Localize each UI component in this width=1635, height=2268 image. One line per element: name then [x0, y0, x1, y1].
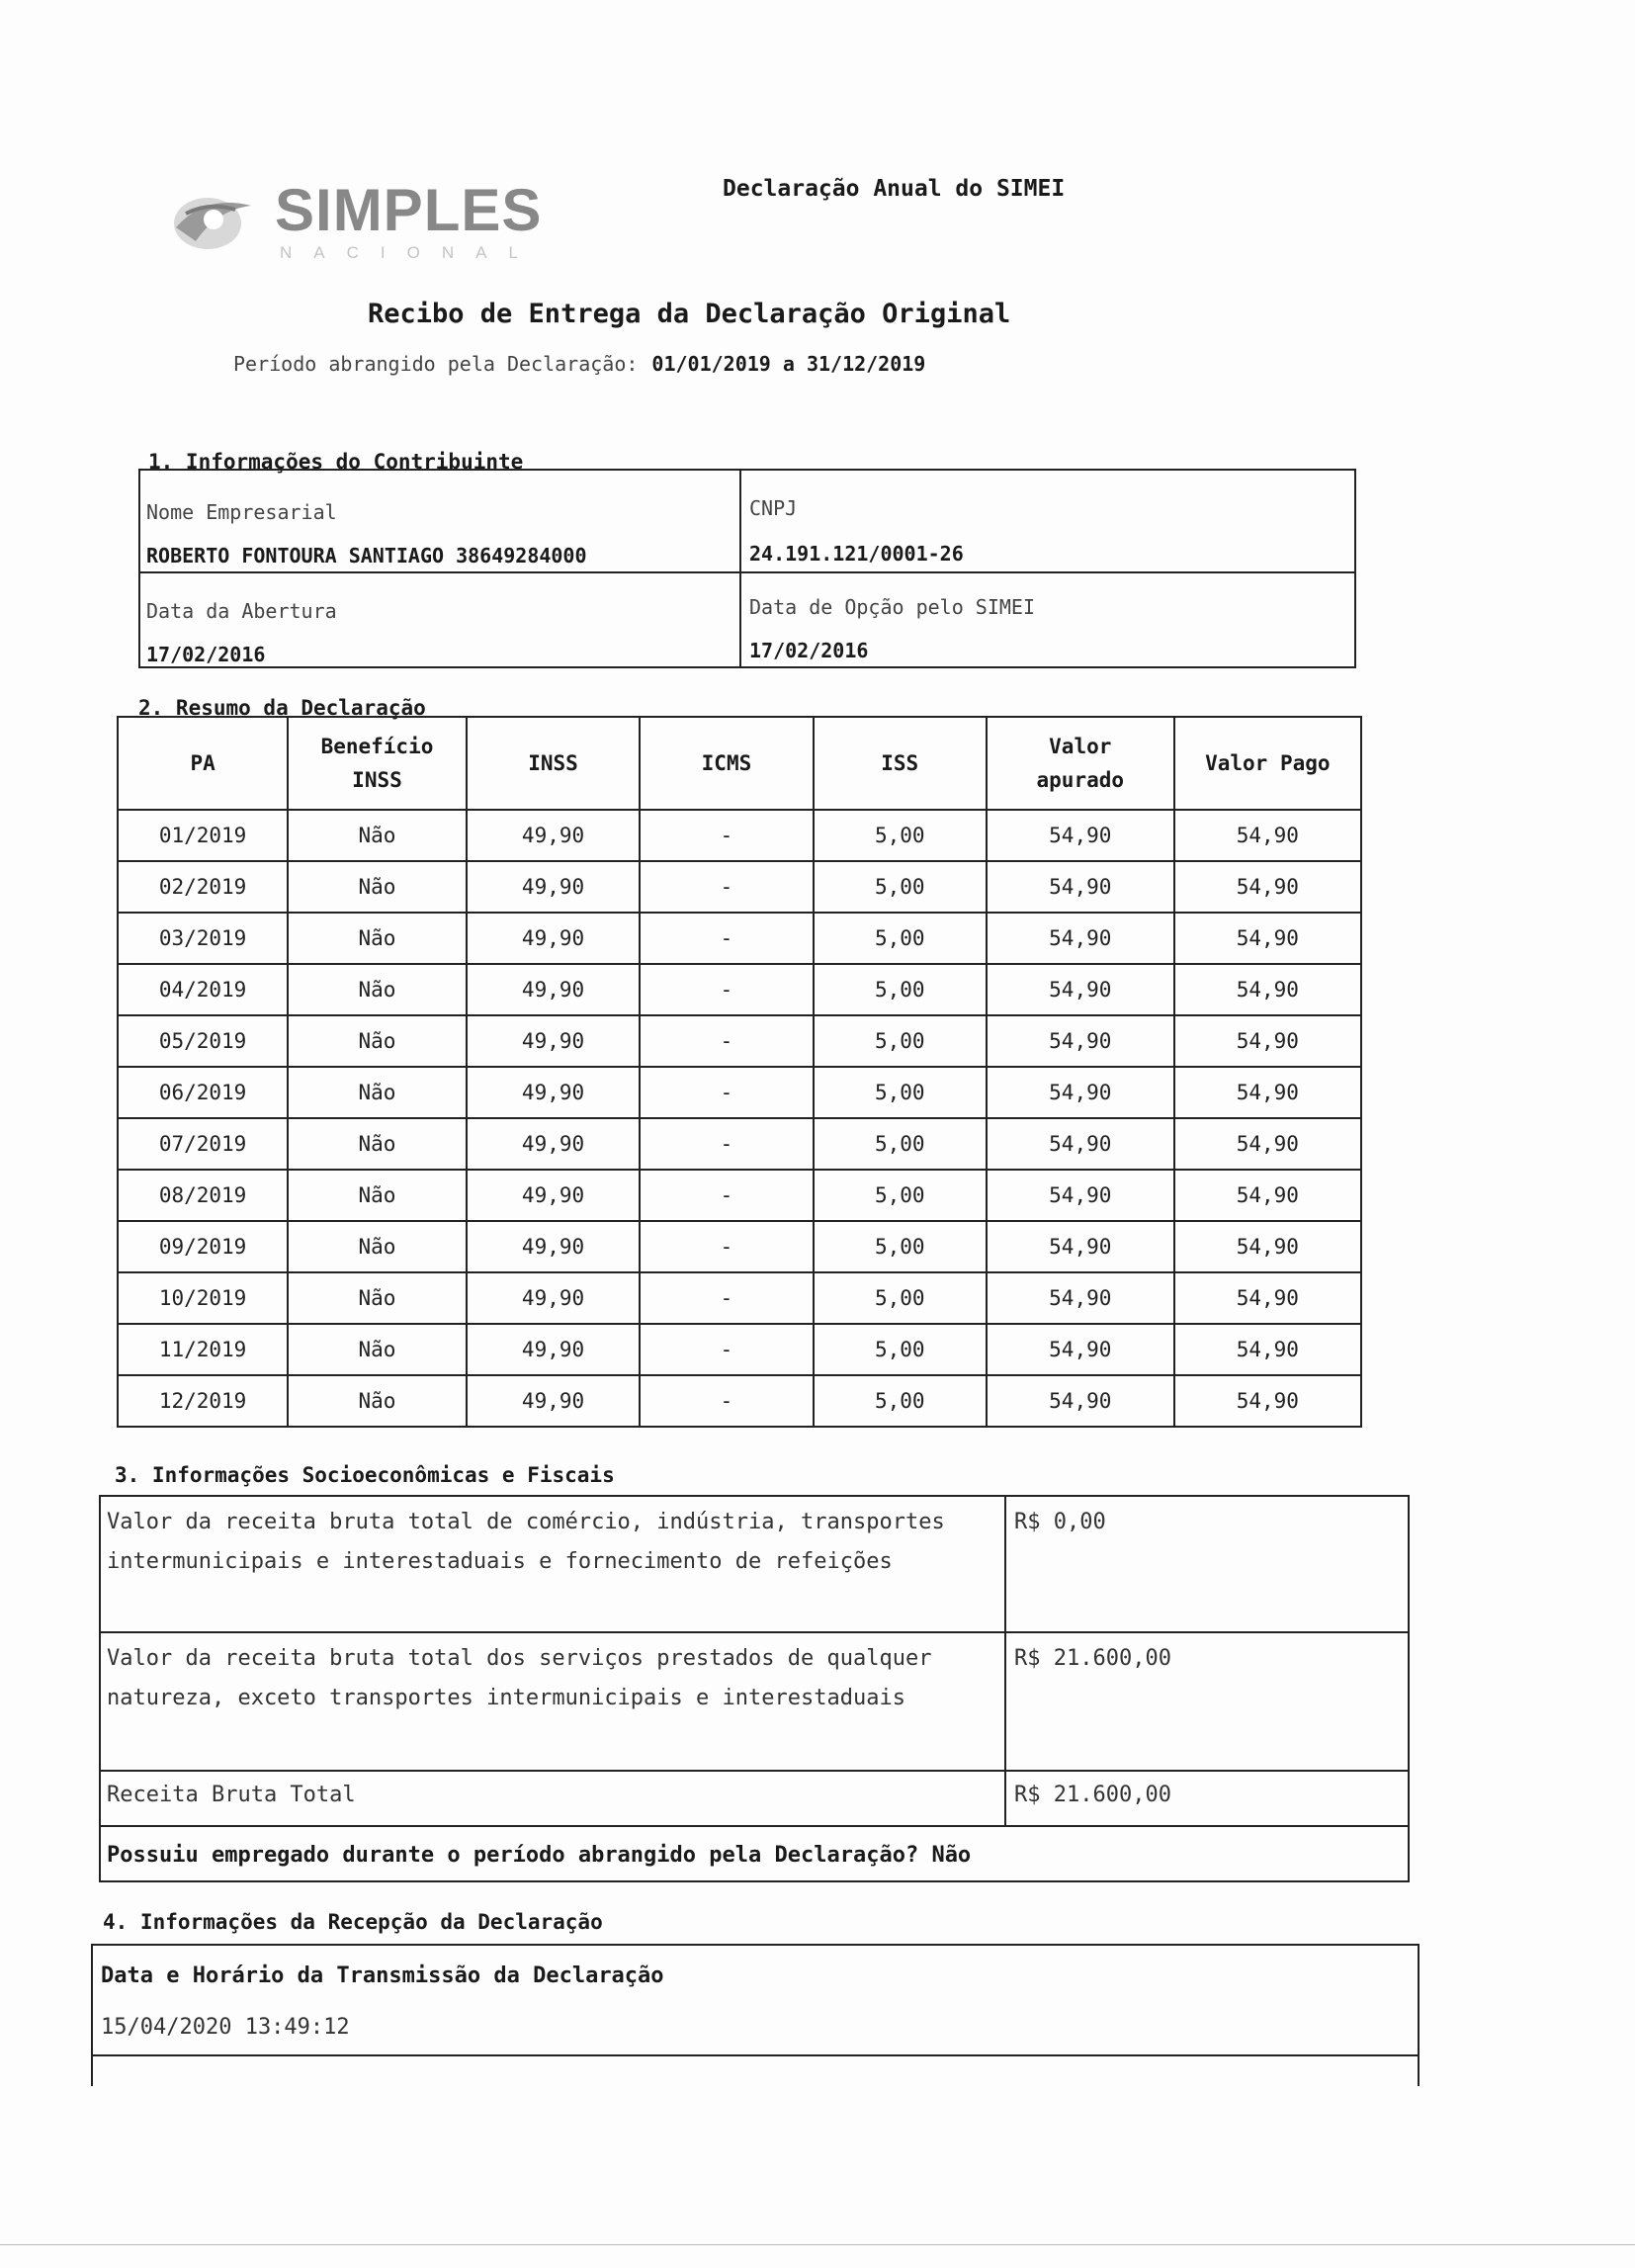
cell-beneficio-inss: Não: [288, 1324, 467, 1375]
cnpj-label: CNPJ: [749, 496, 798, 520]
column-divider: [1004, 1772, 1006, 1825]
total-revenue-row: [101, 1772, 1408, 1827]
cell-valor-pago: 54,90: [1174, 1221, 1361, 1272]
cell-beneficio-inss: Não: [288, 1272, 467, 1324]
header-valor-apurado: Valor apurado: [987, 717, 1174, 810]
cell-iss: 5,00: [814, 1272, 987, 1324]
cell-valor-apurado: 54,90: [987, 1375, 1174, 1427]
total-revenue-label: Receita Bruta Total: [107, 1783, 356, 1807]
period-value: 01/01/2019 a 31/12/2019: [651, 352, 926, 376]
header-iss: ISS: [814, 717, 987, 810]
table-row: [118, 810, 1361, 861]
cell-icms: -: [640, 964, 813, 1015]
reception-info-box: [91, 1944, 1420, 2086]
opening-date-value: 17/02/2016: [146, 643, 266, 666]
cell-pa: 01/2019: [118, 810, 288, 861]
cell-valor-apurado: 54,90: [987, 1324, 1174, 1375]
cell-pa: 07/2019: [118, 1118, 288, 1170]
cell-valor-apurado: 54,90: [987, 1221, 1174, 1272]
cell-valor-pago: 54,90: [1174, 913, 1361, 964]
cell-beneficio-inss: Não: [288, 1118, 467, 1170]
cell-pa: 02/2019: [118, 861, 288, 913]
horizontal-divider: [140, 571, 1354, 573]
cell-beneficio-inss: Não: [288, 810, 467, 861]
cell-valor-apurado: 54,90: [987, 964, 1174, 1015]
services-revenue-value: R$ 21.600,00: [1014, 1646, 1171, 1671]
cell-iss: 5,00: [814, 1375, 987, 1427]
commerce-revenue-row: [101, 1497, 1408, 1633]
cell-inss: 49,90: [467, 1375, 641, 1427]
services-revenue-label: Valor da receita bruta total dos serviços prestados de qualquer natureza, exceto transportes intermunicipais e interestaduais: [107, 1646, 932, 1710]
commerce-revenue-value: R$ 0,00: [1014, 1510, 1106, 1534]
cell-iss: 5,00: [814, 861, 987, 913]
header-inss: INSS: [467, 717, 641, 810]
cell-iss: 5,00: [814, 1067, 987, 1118]
total-revenue-value: R$ 21.600,00: [1014, 1783, 1171, 1807]
cell-beneficio-inss: Não: [288, 861, 467, 913]
table-row: [118, 1272, 1361, 1324]
cell-icms: -: [640, 1272, 813, 1324]
table-row: [118, 1015, 1361, 1067]
logo-swirl-icon: [166, 184, 265, 253]
section3-title: 3. Informações Socioeconômicas e Fiscais: [115, 1463, 615, 1487]
cell-beneficio-inss: Não: [288, 1067, 467, 1118]
section2-title: 2. Resumo da Declaração: [138, 696, 426, 720]
header-valor-pago: Valor Pago: [1174, 717, 1361, 810]
table-row: [118, 1170, 1361, 1221]
cell-valor-pago: 54,90: [1174, 1324, 1361, 1375]
cell-valor-pago: 54,90: [1174, 861, 1361, 913]
cell-beneficio-inss: Não: [288, 1221, 467, 1272]
cell-inss: 49,90: [467, 810, 641, 861]
table-row: [118, 913, 1361, 964]
logo-wordmark: SIMPLES: [275, 177, 543, 243]
cell-pa: 05/2019: [118, 1015, 288, 1067]
cell-valor-pago: 54,90: [1174, 1015, 1361, 1067]
opening-date-label: Data da Abertura: [146, 599, 337, 623]
cell-icms: -: [640, 1221, 813, 1272]
horizontal-divider: [93, 2054, 1418, 2056]
logo-subtitle: NACIONAL: [280, 243, 540, 262]
section1-title: 1. Informações do Contribuinte: [148, 450, 524, 474]
company-name-label: Nome Empresarial: [146, 500, 337, 524]
cell-inss: 49,90: [467, 1272, 641, 1324]
document-title: Declaração Anual do SIMEI: [723, 176, 1066, 202]
cell-valor-apurado: 54,90: [987, 861, 1174, 913]
cell-valor-apurado: 54,90: [987, 1272, 1174, 1324]
cell-inss: 49,90: [467, 1324, 641, 1375]
header-icms: ICMS: [640, 717, 813, 810]
table-row: [118, 861, 1361, 913]
cell-beneficio-inss: Não: [288, 913, 467, 964]
vertical-divider: [739, 471, 741, 666]
period-line: [233, 352, 925, 376]
cell-beneficio-inss: Não: [288, 1015, 467, 1067]
cell-pa: 12/2019: [118, 1375, 288, 1427]
table-header-row: [118, 717, 1361, 810]
table-row: [118, 1067, 1361, 1118]
cell-valor-apurado: 54,90: [987, 1170, 1174, 1221]
services-revenue-row: [101, 1633, 1408, 1772]
cell-pa: 09/2019: [118, 1221, 288, 1272]
cell-icms: -: [640, 1324, 813, 1375]
commerce-revenue-label: Valor da receita bruta total de comércio, indústria, transportes intermunicipais e interestaduais e fornecimento de refeições: [107, 1510, 945, 1574]
cell-icms: -: [640, 1375, 813, 1427]
cell-inss: 49,90: [467, 1118, 641, 1170]
cell-icms: -: [640, 810, 813, 861]
cell-iss: 5,00: [814, 1221, 987, 1272]
table-row: [118, 1221, 1361, 1272]
cell-pa: 04/2019: [118, 964, 288, 1015]
simei-option-value: 17/02/2016: [749, 639, 869, 662]
cell-iss: 5,00: [814, 964, 987, 1015]
cell-valor-apurado: 54,90: [987, 1118, 1174, 1170]
table-row: [118, 1375, 1361, 1427]
bottom-rule: [0, 2244, 1635, 2245]
company-name-value: ROBERTO FONTOURA SANTIAGO 38649284000: [146, 544, 587, 567]
declaration-summary-table: [117, 716, 1362, 1428]
cell-inss: 49,90: [467, 1221, 641, 1272]
table-body: [118, 810, 1361, 1427]
cell-valor-pago: 54,90: [1174, 1272, 1361, 1324]
cell-pa: 06/2019: [118, 1067, 288, 1118]
cell-inss: 49,90: [467, 861, 641, 913]
section4-title: 4. Informações da Recepção da Declaração: [103, 1910, 603, 1934]
socioeconomic-box: [99, 1495, 1410, 1882]
cell-inss: 49,90: [467, 1170, 641, 1221]
cell-beneficio-inss: Não: [288, 964, 467, 1015]
cell-valor-pago: 54,90: [1174, 1118, 1361, 1170]
cell-iss: 5,00: [814, 1170, 987, 1221]
cell-valor-pago: 54,90: [1174, 1375, 1361, 1427]
cell-pa: 08/2019: [118, 1170, 288, 1221]
cell-valor-apurado: 54,90: [987, 913, 1174, 964]
cell-inss: 49,90: [467, 913, 641, 964]
table-row: [118, 1324, 1361, 1375]
period-label: Período abrangido pela Declaração:: [233, 352, 639, 376]
cell-icms: -: [640, 913, 813, 964]
header-pa: PA: [118, 717, 288, 810]
cell-icms: -: [640, 1170, 813, 1221]
cell-valor-apurado: 54,90: [987, 1015, 1174, 1067]
cell-pa: 11/2019: [118, 1324, 288, 1375]
cell-pa: 03/2019: [118, 913, 288, 964]
cell-valor-pago: 54,90: [1174, 964, 1361, 1015]
cell-icms: -: [640, 1118, 813, 1170]
cell-beneficio-inss: Não: [288, 1170, 467, 1221]
employee-question: Possuiu empregado durante o período abrangido pela Declaração? Não: [107, 1843, 972, 1868]
cell-valor-pago: 54,90: [1174, 1067, 1361, 1118]
cell-iss: 5,00: [814, 1118, 987, 1170]
cell-inss: 49,90: [467, 964, 641, 1015]
column-divider: [1004, 1497, 1006, 1631]
taxpayer-info-box: [138, 469, 1356, 668]
cell-valor-apurado: 54,90: [987, 1067, 1174, 1118]
table-row: [118, 1118, 1361, 1170]
cnpj-value: 24.191.121/0001-26: [749, 542, 964, 566]
transmission-label: Data e Horário da Transmissão da Declaração: [101, 1963, 664, 1988]
cell-valor-pago: 54,90: [1174, 1170, 1361, 1221]
receipt-title: Recibo de Entrega da Declaração Original: [368, 299, 1011, 329]
cell-beneficio-inss: Não: [288, 1375, 467, 1427]
cell-iss: 5,00: [814, 1324, 987, 1375]
cell-icms: -: [640, 1067, 813, 1118]
cell-pa: 10/2019: [118, 1272, 288, 1324]
cell-iss: 5,00: [814, 1015, 987, 1067]
cell-valor-pago: 54,90: [1174, 810, 1361, 861]
header-beneficio-inss: Benefício INSS: [288, 717, 467, 810]
table-row: [118, 964, 1361, 1015]
simei-option-label: Data de Opção pelo SIMEI: [749, 595, 1035, 619]
cell-inss: 49,90: [467, 1015, 641, 1067]
column-divider: [1004, 1633, 1006, 1770]
transmission-value: 15/04/2020 13:49:12: [101, 2015, 350, 2040]
cell-icms: -: [640, 1015, 813, 1067]
simples-nacional-logo: [166, 176, 542, 275]
cell-valor-apurado: 54,90: [987, 810, 1174, 861]
cell-icms: -: [640, 861, 813, 913]
cell-iss: 5,00: [814, 810, 987, 861]
cell-inss: 49,90: [467, 1067, 641, 1118]
cell-iss: 5,00: [814, 913, 987, 964]
